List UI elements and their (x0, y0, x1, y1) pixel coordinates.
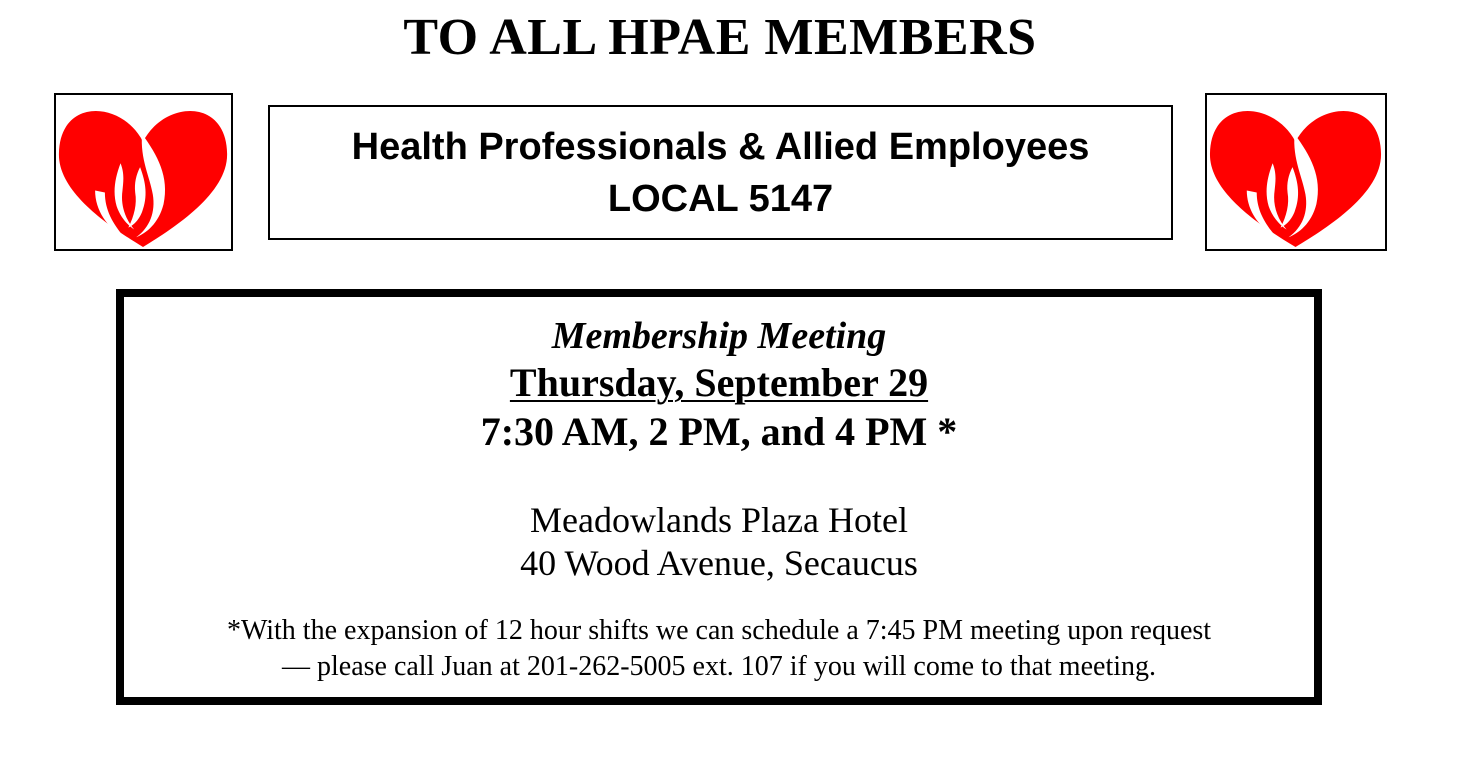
meeting-title: Membership Meeting (551, 315, 887, 357)
meeting-note-line-1: *With the expansion of 12 hour shifts we can schedule a 7:45 PM meeting upon request (226, 615, 1212, 646)
heart-flame-icon (56, 95, 231, 249)
meeting-note-line-2: — please call Juan at 201-262-5005 ext. 107 if you will come to that meeting. (281, 651, 1156, 682)
meeting-note (124, 613, 1314, 685)
meeting-times: 7:30 AM, 2 PM, and 4 PM * (480, 409, 958, 454)
logo-left (54, 93, 233, 251)
venue (124, 499, 1314, 585)
page-headline: TO ALL HPAE MEMBERS (403, 9, 1037, 66)
meeting-date: Thursday, September 29 (509, 360, 929, 405)
organization-local: LOCAL 5147 (607, 178, 834, 220)
meeting-details-box (116, 289, 1322, 705)
organization-name: Health Professionals & Allied Employees (351, 126, 1090, 168)
logo-right (1205, 93, 1387, 251)
organization-banner (268, 105, 1173, 240)
heart-flame-icon (1207, 95, 1385, 249)
venue-name: Meadowlands Plaza Hotel (530, 500, 908, 540)
venue-address: 40 Wood Avenue, Secaucus (520, 543, 918, 583)
